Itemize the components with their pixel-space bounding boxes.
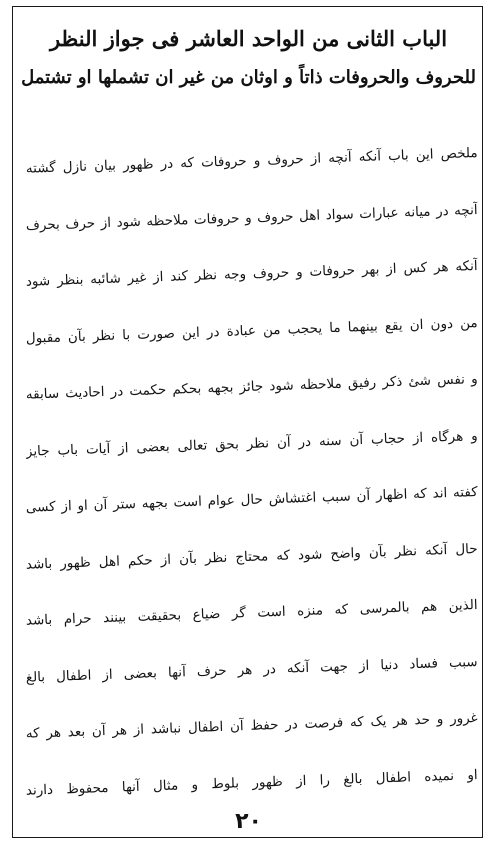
text-line: و هرگاه از حجاب آن سنه در آن نظر بحق تعالی بعضی از آیات باب جایز [25, 427, 478, 460]
text-line: غرور و حد هر یک که فرصت در حفظ آن اطفال نباشد از هر آن بعد هر که [25, 710, 478, 742]
text-line: الذین هم بالمرسی که منزه است گر ضیاع بحقیقت بینند حرام باشد [25, 597, 478, 629]
text-line: کفته اند که اظهار آن سبب اغتشاش حال عوام است بجهه ستر آن او از کسی [25, 484, 478, 516]
text-line: سبب فساد دنیا از جهت آنکه در هر حرف آنها بعضی از اطفال بالغ [25, 653, 478, 686]
page-number: ٢٠ [235, 809, 262, 834]
text-line: من دون ان یقع بینهما ما یحجب من عبادة در این صورت با نظر بآن مقبول [25, 314, 478, 347]
chapter-heading: الباب الثانی من الواحد العاشر فی جواز النظر [49, 26, 448, 51]
text-line: ملخص این باب آنکه آنچه از حروف و حروفات که در ظهور بیان نازل گشته [25, 145, 478, 177]
chapter-subheading: للحروف والحروفات ذاتاً و اوثان من غیر ان تشملها او تشتمل [21, 67, 476, 88]
text-line: آنکه هر کس از بهر حروفات و حروف وجه نظر کند از غیر شائبه بنظر شود [25, 258, 478, 290]
text-line: آنچه در میانه عبارات سواد اهل حروف و حروفات ملاحظه شود از حرف بحرف [25, 201, 478, 234]
text-line: و نفس شئ ذکر رفیق ملاحظه شود جائز بجهه بحکم حکمت در احادیث سابقه [25, 371, 478, 403]
manuscript-body [26, 136, 478, 814]
text-line: حال آنکه نظر بآن واضح شود که محتاج نظر بآن از حکم اهل ظهور باشد [25, 540, 478, 573]
text-line: او نمیده اطفال بالغ را از ظهور بلوط و مثال آنها محفوظ دارند [25, 766, 478, 799]
